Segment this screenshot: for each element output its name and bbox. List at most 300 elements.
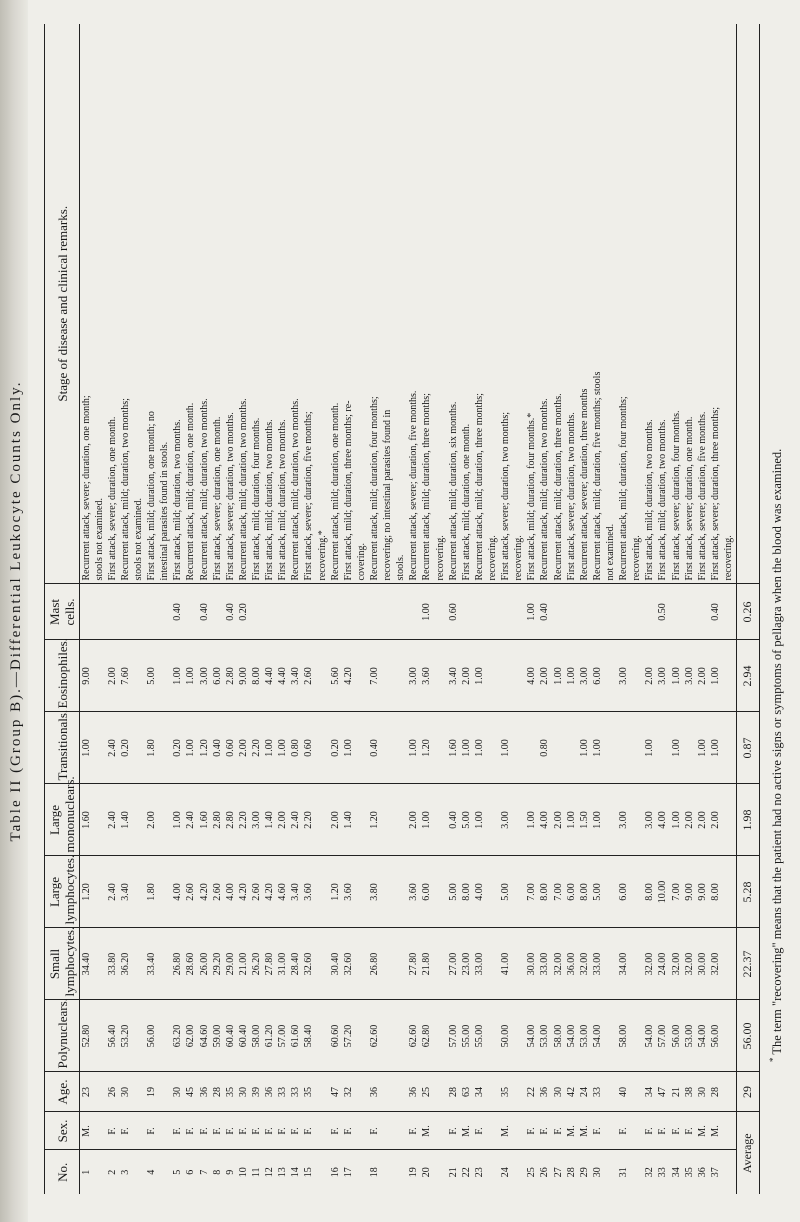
cell-no: 11 (251, 1167, 263, 1178)
cell-large-lymphocytes: 3.60 (342, 856, 355, 928)
cell-sex: F. (211, 1112, 224, 1150)
cell-small-lymphocytes: 32.00 (644, 928, 657, 1000)
cell-age: 26 (106, 1072, 119, 1112)
col-header-age: Age. (45, 1072, 80, 1112)
cell-mast-cells: 0.20 (237, 584, 250, 640)
cell-mast-cells: 1.00 (526, 584, 539, 640)
cell-large-mononuclears: 0.40 (447, 784, 460, 856)
cell-stage: Recurrent attack, mild; duration, one month. (185, 24, 198, 584)
cell-large-mononuclears: 2.00 (696, 784, 709, 856)
cell-large-lymphocytes: 6.00 (421, 856, 434, 928)
cell-eosinophiles: 4.20 (342, 640, 355, 712)
cell-polynuclears (434, 1000, 447, 1072)
cell-polynuclears: 57.00 (657, 1000, 670, 1072)
table-row (591, 24, 604, 1194)
cell-age: 28 (211, 1072, 224, 1112)
cell-no: 15 (303, 1167, 315, 1178)
cell-polynuclears (316, 1000, 329, 1072)
cell-mast-cells (722, 584, 736, 640)
cell-sex: F. (172, 1112, 185, 1150)
cell-large-mononuclears (93, 784, 106, 856)
cell-transitionals: 1.00 (644, 712, 657, 784)
cell-large-lymphocytes: 7.00 (552, 856, 565, 928)
cell-no (722, 1150, 736, 1194)
cell-large-lymphocytes: 1.20 (80, 856, 94, 928)
cell-small-lymphocytes: 30.00 (526, 928, 539, 1000)
cell-sex: F. (473, 1112, 486, 1150)
cell-stage: Recurrent attack, mild; duration, two months. (237, 24, 250, 584)
cell-no: 16 (329, 1167, 341, 1178)
cell-mast-cells (631, 584, 644, 640)
cell-sex: F. (237, 1112, 250, 1150)
cell-no: 20 (421, 1167, 433, 1178)
cell-no: 4 (146, 1169, 158, 1175)
cell-polynuclears (382, 1000, 395, 1072)
cell-sex: F. (146, 1112, 159, 1150)
cell-transitionals: 0.80 (290, 712, 303, 784)
average-transitionals: 0.87 (736, 712, 759, 784)
cell-large-lymphocytes: 6.00 (618, 856, 631, 928)
cell-mast-cells (604, 584, 617, 640)
cell-stage: First attack, severe; duration, one month. (211, 24, 224, 584)
cell-mast-cells: 0.50 (657, 584, 670, 640)
cell-large-mononuclears: 1.40 (342, 784, 355, 856)
cell-large-lymphocytes (434, 856, 447, 928)
cell-sex: F. (250, 1112, 263, 1150)
cell-eosinophiles (513, 640, 526, 712)
table-row (329, 24, 342, 1194)
cell-polynuclears: 56.00 (146, 1000, 159, 1072)
cell-stage: First attack, severe; duration, three months; (709, 24, 722, 584)
cell-polynuclears: 56.00 (709, 1000, 722, 1072)
cell-mast-cells (513, 584, 526, 640)
cell-no: 3 (119, 1169, 131, 1175)
cell-age: 33 (290, 1072, 303, 1112)
cell-age: 21 (670, 1072, 683, 1112)
table-row (696, 24, 709, 1194)
cell-stage: Recurrent attack, mild; duration, two months. (198, 24, 211, 584)
table-row (106, 24, 119, 1194)
table-row (80, 24, 94, 1194)
cell-transitionals: 1.20 (421, 712, 434, 784)
cell-polynuclears (486, 1000, 499, 1072)
cell-mast-cells (185, 584, 198, 640)
cell-small-lymphocytes: 33.00 (539, 928, 552, 1000)
table-row (277, 24, 290, 1194)
cell-transitionals: 1.00 (185, 712, 198, 784)
cell-eosinophiles (604, 640, 617, 712)
cell-transitionals (604, 712, 617, 784)
cell-age: 23 (80, 1072, 94, 1112)
cell-eosinophiles: 1.00 (709, 640, 722, 712)
cell-sex (355, 1112, 368, 1150)
cell-no (631, 1150, 644, 1194)
table-row (395, 24, 408, 1194)
cell-sex: M. (578, 1112, 591, 1150)
cell-eosinophiles: 1.00 (473, 640, 486, 712)
cell-small-lymphocytes: 24.00 (657, 928, 670, 1000)
cell-transitionals (316, 712, 329, 784)
cell-transitionals: 1.00 (80, 712, 94, 784)
cell-large-lymphocytes: 6.00 (565, 856, 578, 928)
cell-sex: F. (408, 1112, 421, 1150)
cell-transitionals (395, 712, 408, 784)
cell-transitionals: 1.00 (408, 712, 421, 784)
cell-polynuclears: 63.20 (172, 1000, 185, 1072)
cell-age (316, 1072, 329, 1112)
cell-polynuclears: 56.00 (670, 1000, 683, 1072)
cell-small-lymphocytes: 32.00 (552, 928, 565, 1000)
cell-mast-cells (382, 584, 395, 640)
cell-sex (93, 1112, 106, 1150)
cell-no (513, 1150, 526, 1194)
cell-stage: recovering. (434, 24, 447, 584)
cell-transitionals (526, 712, 539, 784)
cell-large-lymphocytes: 4.00 (172, 856, 185, 928)
cell-eosinophiles: 9.00 (237, 640, 250, 712)
cell-polynuclears (159, 1000, 172, 1072)
table-row (224, 24, 237, 1194)
cell-large-mononuclears: 2.00 (277, 784, 290, 856)
cell-polynuclears: 53.00 (578, 1000, 591, 1072)
cell-polynuclears: 61.20 (264, 1000, 277, 1072)
cell-age (395, 1072, 408, 1112)
cell-mast-cells (565, 584, 578, 640)
cell-sex (159, 1112, 172, 1150)
cell-large-lymphocytes: 4.00 (224, 856, 237, 928)
table-row (644, 24, 657, 1194)
cell-stage: First attack, mild; duration, four months.* (526, 24, 539, 584)
cell-no (93, 1150, 106, 1194)
average-large-lymphocytes: 5.28 (736, 856, 759, 928)
cell-eosinophiles: 7.00 (368, 640, 381, 712)
cell-large-mononuclears (434, 784, 447, 856)
cell-large-lymphocytes (486, 856, 499, 928)
cell-eosinophiles: 3.00 (408, 640, 421, 712)
cell-stage: First attack, mild; duration, two months. (657, 24, 670, 584)
cell-small-lymphocytes: 23.00 (460, 928, 473, 1000)
cell-polynuclears: 61.60 (290, 1000, 303, 1072)
cell-large-mononuclears: 2.20 (303, 784, 316, 856)
cell-stage: Recurrent attack, mild; duration, two months; (119, 24, 132, 584)
table-row (421, 24, 434, 1194)
leukocyte-table (44, 24, 760, 1194)
cell-eosinophiles: 4.00 (526, 640, 539, 712)
cell-mast-cells (618, 584, 631, 640)
average-label: Average (736, 1112, 759, 1194)
cell-stage: Recurrent attack, mild; duration, three months. (552, 24, 565, 584)
cell-stage: Recurrent attack, severe; duration, three months (578, 24, 591, 584)
cell-large-lymphocytes: 2.60 (211, 856, 224, 928)
average-large-mononuclears: 1.98 (736, 784, 759, 856)
cell-eosinophiles: 2.00 (644, 640, 657, 712)
cell-eosinophiles (159, 640, 172, 712)
cell-large-lymphocytes (132, 856, 145, 928)
cell-large-lymphocytes: 3.60 (408, 856, 421, 928)
cell-small-lymphocytes: 41.00 (500, 928, 513, 1000)
cell-mast-cells (355, 584, 368, 640)
cell-transitionals: 0.60 (224, 712, 237, 784)
cell-age: 63 (460, 1072, 473, 1112)
cell-sex: F. (447, 1112, 460, 1150)
average-age: 29 (736, 1072, 759, 1112)
cell-large-mononuclears: 4.00 (657, 784, 670, 856)
table-row (159, 24, 172, 1194)
cell-mast-cells (460, 584, 473, 640)
cell-mast-cells (159, 584, 172, 640)
cell-polynuclears: 58.00 (552, 1000, 565, 1072)
cell-polynuclears (395, 1000, 408, 1072)
table-row (709, 24, 722, 1194)
cell-large-lymphocytes: 2.40 (106, 856, 119, 928)
cell-mast-cells (644, 584, 657, 640)
cell-no: 24 (500, 1167, 512, 1178)
cell-stage: First attack, mild; duration, four months. (250, 24, 263, 584)
cell-small-lymphocytes (132, 928, 145, 1000)
cell-mast-cells (696, 584, 709, 640)
cell-small-lymphocytes: 30.40 (329, 928, 342, 1000)
cell-stage: stools not examined. (132, 24, 145, 584)
cell-transitionals: 2.20 (250, 712, 263, 784)
cell-transitionals (355, 712, 368, 784)
cell-stage: recovering. (513, 24, 526, 584)
cell-large-lymphocytes: 1.20 (329, 856, 342, 928)
col-header-eosinophiles: Eosinophiles. (45, 640, 80, 712)
cell-stage: First attack, mild; duration, two months. (172, 24, 185, 584)
cell-stage: Recurrent attack, mild; duration, four months; (368, 24, 381, 584)
cell-small-lymphocytes: 26.80 (368, 928, 381, 1000)
cell-small-lymphocytes: 21.00 (237, 928, 250, 1000)
cell-no: 6 (185, 1169, 197, 1175)
cell-no: 23 (473, 1167, 485, 1178)
cell-transitionals: 2.40 (106, 712, 119, 784)
cell-polynuclears: 64.60 (198, 1000, 211, 1072)
cell-eosinophiles: 1.00 (172, 640, 185, 712)
cell-transitionals: 1.60 (447, 712, 460, 784)
cell-sex (631, 1112, 644, 1150)
cell-large-lymphocytes: 8.00 (539, 856, 552, 928)
cell-transitionals (93, 712, 106, 784)
col-header-transitionals: Transitionals. (45, 712, 80, 784)
cell-no: 21 (447, 1167, 459, 1178)
cell-large-mononuclears: 1.50 (578, 784, 591, 856)
cell-mast-cells (93, 584, 106, 640)
cell-large-lymphocytes: 9.00 (683, 856, 696, 928)
cell-sex: F. (342, 1112, 355, 1150)
cell-large-mononuclears: 5.00 (460, 784, 473, 856)
cell-large-lymphocytes: 4.00 (473, 856, 486, 928)
cell-age: 33 (277, 1072, 290, 1112)
cell-stage: recovering. (722, 24, 736, 584)
cell-stage: Recurrent attack, mild; duration, three months; (473, 24, 486, 584)
cell-polynuclears (722, 1000, 736, 1072)
cell-transitionals: 2.00 (237, 712, 250, 784)
cell-transitionals: 0.40 (368, 712, 381, 784)
cell-large-lymphocytes (93, 856, 106, 928)
cell-large-lymphocytes: 3.80 (368, 856, 381, 928)
cell-no: 17 (342, 1167, 354, 1178)
cell-stage: covering. (355, 24, 368, 584)
cell-small-lymphocytes: 33.80 (106, 928, 119, 1000)
cell-age: 35 (500, 1072, 513, 1112)
cell-large-lymphocytes: 5.00 (447, 856, 460, 928)
cell-transitionals: 1.00 (591, 712, 604, 784)
cell-age: 42 (565, 1072, 578, 1112)
cell-age: 40 (618, 1072, 631, 1112)
cell-age: 45 (185, 1072, 198, 1112)
table-row (565, 24, 578, 1194)
cell-eosinophiles: 3.40 (290, 640, 303, 712)
cell-large-mononuclears: 2.00 (552, 784, 565, 856)
cell-small-lymphocytes (604, 928, 617, 1000)
cell-small-lymphocytes: 32.60 (342, 928, 355, 1000)
table-row (552, 24, 565, 1194)
cell-stage: Recurrent attack, mild; duration, four months; (618, 24, 631, 584)
cell-small-lymphocytes: 29.20 (211, 928, 224, 1000)
cell-mast-cells: 1.00 (421, 584, 434, 640)
cell-sex: F. (683, 1112, 696, 1150)
cell-age (93, 1072, 106, 1112)
cell-large-mononuclears (604, 784, 617, 856)
cell-sex: M. (696, 1112, 709, 1150)
cell-polynuclears: 50.00 (500, 1000, 513, 1072)
cell-sex (513, 1112, 526, 1150)
cell-sex (486, 1112, 499, 1150)
cell-small-lymphocytes (355, 928, 368, 1000)
cell-eosinophiles: 5.60 (329, 640, 342, 712)
cell-eosinophiles: 1.00 (185, 640, 198, 712)
cell-stage: recovering.* (316, 24, 329, 584)
cell-stage: First attack, severe; duration, one month. (683, 24, 696, 584)
cell-small-lymphocytes: 32.00 (578, 928, 591, 1000)
cell-sex: F. (591, 1112, 604, 1150)
cell-sex: M. (421, 1112, 434, 1150)
cell-polynuclears: 54.00 (696, 1000, 709, 1072)
cell-polynuclears (631, 1000, 644, 1072)
cell-stage: Recurrent attack, severe; duration, five months. (408, 24, 421, 584)
table-row (355, 24, 368, 1194)
cell-sex: M. (500, 1112, 513, 1150)
cell-no (316, 1150, 329, 1194)
cell-age: 28 (709, 1072, 722, 1112)
cell-small-lymphocytes: 29.00 (224, 928, 237, 1000)
cell-no (395, 1150, 408, 1194)
cell-no: 27 (552, 1167, 564, 1178)
cell-eosinophiles: 9.00 (80, 640, 94, 712)
cell-small-lymphocytes: 26.80 (172, 928, 185, 1000)
cell-large-mononuclears: 1.00 (526, 784, 539, 856)
header-row (45, 24, 80, 1194)
cell-large-mononuclears: 2.80 (211, 784, 224, 856)
cell-small-lymphocytes: 32.00 (670, 928, 683, 1000)
cell-polynuclears: 62.60 (408, 1000, 421, 1072)
cell-polynuclears: 53.00 (683, 1000, 696, 1072)
cell-large-lymphocytes: 5.00 (591, 856, 604, 928)
cell-stage: Recurrent attack, mild; duration, five months; stools (591, 24, 604, 584)
cell-large-lymphocytes (722, 856, 736, 928)
cell-transitionals: 1.00 (578, 712, 591, 784)
cell-polynuclears: 58.00 (618, 1000, 631, 1072)
cell-polynuclears: 54.00 (526, 1000, 539, 1072)
cell-stage: First attack, mild; duration, two months. (277, 24, 290, 584)
cell-eosinophiles: 3.40 (447, 640, 460, 712)
cell-transitionals: 0.80 (539, 712, 552, 784)
cell-eosinophiles (132, 640, 145, 712)
cell-large-mononuclears: 3.00 (250, 784, 263, 856)
cell-polynuclears: 58.00 (250, 1000, 263, 1072)
cell-eosinophiles: 5.00 (146, 640, 159, 712)
cell-polynuclears: 57.20 (342, 1000, 355, 1072)
cell-mast-cells (132, 584, 145, 640)
cell-sex: F. (368, 1112, 381, 1150)
cell-transitionals (552, 712, 565, 784)
cell-no: 25 (526, 1167, 538, 1178)
cell-stage: Recurrent attack, mild; duration, six months. (447, 24, 460, 584)
cell-large-lymphocytes (631, 856, 644, 928)
cell-polynuclears: 57.00 (277, 1000, 290, 1072)
cell-small-lymphocytes: 34.00 (618, 928, 631, 1000)
table-row (500, 24, 513, 1194)
table-row (316, 24, 329, 1194)
cell-mast-cells: 0.40 (539, 584, 552, 640)
cell-age: 30 (552, 1072, 565, 1112)
cell-sex: F. (526, 1112, 539, 1150)
table-row (657, 24, 670, 1194)
cell-age (513, 1072, 526, 1112)
cell-no: 10 (237, 1167, 249, 1178)
cell-large-lymphocytes: 4.60 (277, 856, 290, 928)
cell-eosinophiles: 1.00 (552, 640, 565, 712)
table-title: Table II (Group B).—Differential Leukocyte Counts Only. (8, 380, 24, 842)
cell-large-lymphocytes: 10.00 (657, 856, 670, 928)
cell-eosinophiles: 6.00 (591, 640, 604, 712)
cell-mast-cells (250, 584, 263, 640)
cell-stage: recovering; no intestinal parasites found in (382, 24, 395, 584)
cell-large-lymphocytes: 7.00 (670, 856, 683, 928)
cell-small-lymphocytes (382, 928, 395, 1000)
cell-small-lymphocytes: 28.60 (185, 928, 198, 1000)
cell-polynuclears (513, 1000, 526, 1072)
table-row (513, 24, 526, 1194)
cell-eosinophiles: 6.00 (211, 640, 224, 712)
cell-sex: F. (264, 1112, 277, 1150)
cell-transitionals (513, 712, 526, 784)
table-row (198, 24, 211, 1194)
table-row (618, 24, 631, 1194)
table-row (237, 24, 250, 1194)
cell-polynuclears (132, 1000, 145, 1072)
cell-small-lymphocytes: 33.00 (591, 928, 604, 1000)
cell-polynuclears: 62.60 (368, 1000, 381, 1072)
cell-no: 18 (369, 1167, 380, 1178)
cell-transitionals: 1.00 (709, 712, 722, 784)
cell-polynuclears (93, 1000, 106, 1072)
cell-age: 33 (591, 1072, 604, 1112)
cell-transitionals: 1.00 (500, 712, 513, 784)
cell-transitionals: 0.20 (329, 712, 342, 784)
table-row (185, 24, 198, 1194)
cell-large-lymphocytes (159, 856, 172, 928)
cell-sex (132, 1112, 145, 1150)
table-row (119, 24, 132, 1194)
cell-eosinophiles: 2.80 (224, 640, 237, 712)
table-row (473, 24, 486, 1194)
cell-large-mononuclears: 1.60 (80, 784, 94, 856)
table-row (342, 24, 355, 1194)
cell-large-lymphocytes: 1.80 (146, 856, 159, 928)
cell-stage: recovering. (486, 24, 499, 584)
cell-sex (382, 1112, 395, 1150)
